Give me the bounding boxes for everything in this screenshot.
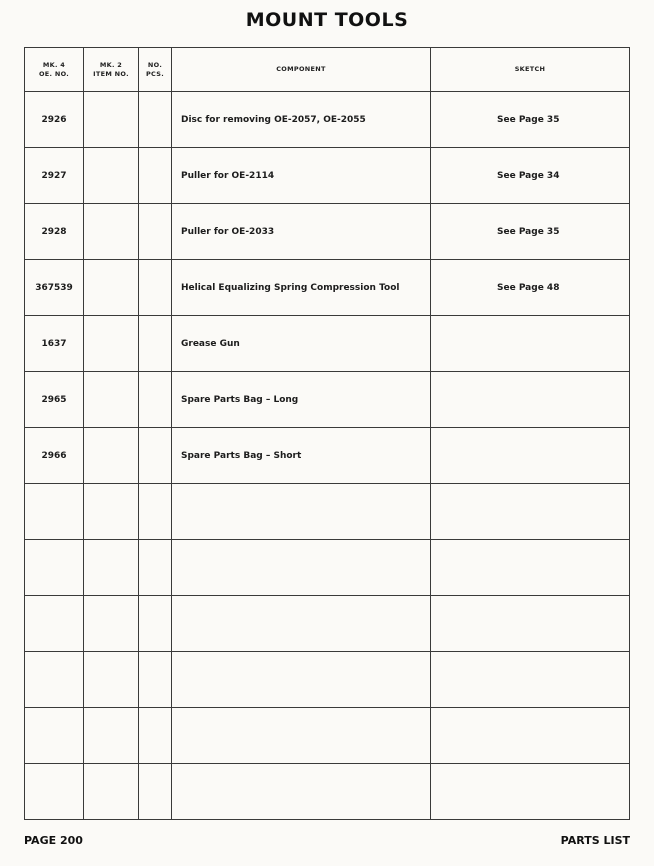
header-mk4-line2: OE. NO.: [38, 69, 70, 78]
table-row: [25, 652, 630, 708]
cell-component: [172, 596, 431, 652]
cell-mk4-oe-no: 2966: [25, 428, 84, 484]
cell-sketch: See Page 34: [431, 148, 630, 204]
cell-component: Helical Equalizing Spring Compression Tool: [172, 260, 431, 316]
cell-no-pcs: [139, 148, 172, 204]
table-row: [25, 764, 630, 820]
page-number: PAGE 200: [24, 834, 83, 847]
cell-component: Puller for OE-2033: [172, 204, 431, 260]
cell-component: Puller for OE-2114: [172, 148, 431, 204]
cell-component: Grease Gun: [172, 316, 431, 372]
header-component: COMPONENT: [172, 48, 431, 92]
page-title: MOUNT TOOLS: [245, 9, 409, 31]
cell-no-pcs: [139, 204, 172, 260]
cell-sketch: [431, 484, 630, 540]
cell-sketch: [431, 708, 630, 764]
cell-no-pcs: [139, 540, 172, 596]
cell-sketch: See Page 35: [431, 204, 630, 260]
cell-no-pcs: [139, 708, 172, 764]
cell-mk4-oe-no: [25, 596, 84, 652]
table-body: [25, 92, 630, 820]
cell-no-pcs: [139, 652, 172, 708]
header-mk4-line1: MK. 4: [42, 60, 66, 69]
table-row: [25, 260, 630, 316]
cell-mk2-item-no: [84, 652, 139, 708]
table-row: [25, 596, 630, 652]
cell-mk2-item-no: [84, 764, 139, 820]
cell-mk4-oe-no: [25, 540, 84, 596]
cell-component: Spare Parts Bag – Short: [172, 428, 431, 484]
table-row: [25, 372, 630, 428]
cell-component: [172, 708, 431, 764]
cell-component: [172, 540, 431, 596]
header-no-pcs: [139, 48, 172, 92]
table-row: [25, 428, 630, 484]
cell-no-pcs: [139, 372, 172, 428]
cell-sketch: [431, 372, 630, 428]
cell-mk2-item-no: [84, 92, 139, 148]
cell-mk2-item-no: [84, 484, 139, 540]
cell-component: [172, 484, 431, 540]
cell-mk2-item-no: [84, 540, 139, 596]
table-row: [25, 148, 630, 204]
parts-table: [24, 47, 630, 820]
cell-mk2-item-no: [84, 316, 139, 372]
cell-sketch: [431, 596, 630, 652]
cell-component: [172, 764, 431, 820]
cell-mk2-item-no: [84, 596, 139, 652]
cell-sketch: [431, 764, 630, 820]
header-mk2-line1: MK. 2: [99, 60, 123, 69]
cell-mk2-item-no: [84, 148, 139, 204]
cell-mk2-item-no: [84, 204, 139, 260]
cell-no-pcs: [139, 596, 172, 652]
table-row: [25, 204, 630, 260]
cell-no-pcs: [139, 260, 172, 316]
header-sketch: SKETCH: [431, 48, 630, 92]
cell-mk2-item-no: [84, 372, 139, 428]
cell-mk4-oe-no: [25, 708, 84, 764]
header-mk4-oe-no: [25, 48, 84, 92]
section-label: PARTS LIST: [560, 834, 630, 847]
cell-no-pcs: [139, 484, 172, 540]
cell-no-pcs: [139, 316, 172, 372]
cell-mk4-oe-no: 2927: [25, 148, 84, 204]
table-row: [25, 540, 630, 596]
cell-sketch: [431, 540, 630, 596]
cell-component: Disc for removing OE-2057, OE-2055: [172, 92, 431, 148]
header-mk2-item-no: [84, 48, 139, 92]
header-pcs-line2: PCS.: [145, 69, 164, 78]
cell-component: Spare Parts Bag – Long: [172, 372, 431, 428]
cell-sketch: [431, 428, 630, 484]
cell-mk4-oe-no: [25, 652, 84, 708]
cell-mk2-item-no: [84, 428, 139, 484]
cell-sketch: See Page 48: [431, 260, 630, 316]
cell-mk4-oe-no: 2928: [25, 204, 84, 260]
table-header-row: [25, 48, 630, 92]
table-row: [25, 316, 630, 372]
cell-mk2-item-no: [84, 708, 139, 764]
header-pcs-line1: NO.: [147, 60, 163, 69]
cell-mk4-oe-no: 2965: [25, 372, 84, 428]
cell-no-pcs: [139, 764, 172, 820]
cell-mk4-oe-no: [25, 764, 84, 820]
cell-no-pcs: [139, 92, 172, 148]
cell-sketch: [431, 652, 630, 708]
table-row: [25, 92, 630, 148]
cell-mk2-item-no: [84, 260, 139, 316]
header-mk2-line2: ITEM NO.: [93, 69, 129, 78]
cell-mk4-oe-no: 2926: [25, 92, 84, 148]
cell-mk4-oe-no: 367539: [25, 260, 84, 316]
cell-no-pcs: [139, 428, 172, 484]
cell-component: [172, 652, 431, 708]
cell-sketch: [431, 316, 630, 372]
cell-mk4-oe-no: [25, 484, 84, 540]
table-row: [25, 708, 630, 764]
table-row: [25, 484, 630, 540]
cell-mk4-oe-no: 1637: [25, 316, 84, 372]
cell-sketch: See Page 35: [431, 92, 630, 148]
